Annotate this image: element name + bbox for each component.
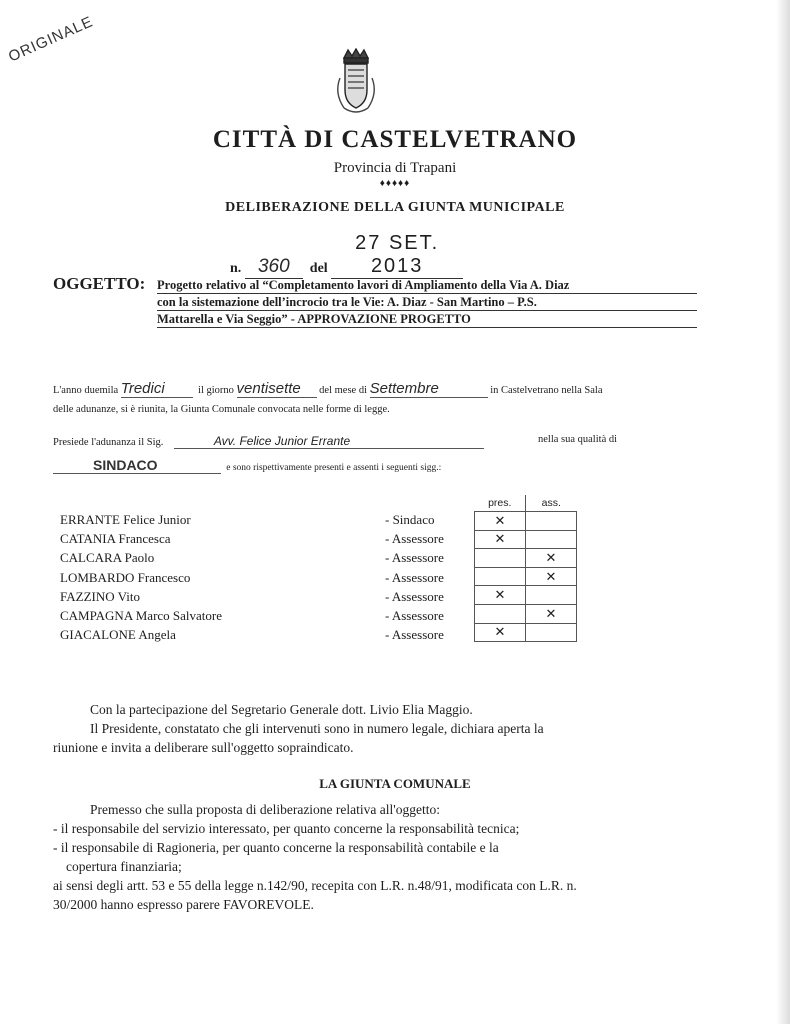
session-line-1	[53, 380, 603, 398]
member-row	[60, 588, 444, 605]
day-handwritten: ventisette	[237, 380, 317, 398]
city-crest-icon	[330, 48, 382, 118]
attendance-row	[475, 567, 577, 586]
check-mark-icon: ✕	[545, 549, 557, 565]
month-label: del mese di	[319, 385, 367, 396]
check-mark-icon: ✕	[494, 531, 506, 547]
absent-cell	[526, 530, 577, 549]
originale-stamp: ORIGINALE	[6, 13, 96, 66]
attendance-row	[475, 586, 577, 605]
check-mark-icon: ✕	[545, 605, 557, 621]
deliberation-number: 360	[245, 256, 303, 279]
absent-column-header: ass.	[526, 495, 577, 512]
attendance-row	[475, 549, 577, 568]
member-name: LOMBARDO Francesco	[60, 569, 191, 585]
deliberation-title: DELIBERAZIONE DELLA GIUNTA MUNICIPALE	[225, 200, 565, 215]
check-mark-icon: ✕	[545, 568, 557, 584]
member-role: - Sindaco	[385, 512, 435, 527]
absent-cell	[526, 567, 577, 586]
member-row	[60, 531, 444, 547]
present-cell	[475, 512, 526, 531]
member-name: GIACALONE Angela	[60, 627, 176, 643]
premise-paragraph: Premesso che sulla proposta di deliberazione relativa all'oggetto:	[90, 802, 440, 817]
session-line-2: delle adunanze, si è riunita, la Giunta Comunale convocata nelle forme di legge.	[53, 404, 390, 415]
present-cell	[475, 623, 526, 642]
legal-paragraph-2: 30/2000 hanno espresso parere FAVOREVOLE.	[53, 897, 314, 912]
place-text: in Castelvetrano nella Sala	[490, 385, 603, 396]
member-name: FAZZINO Vito	[60, 588, 140, 604]
year-handwritten: Tredici	[121, 380, 193, 398]
member-role: - Assessore	[385, 569, 444, 585]
member-row	[60, 512, 435, 528]
attendance-row	[475, 623, 577, 642]
member-row	[60, 608, 444, 624]
attendance-grid	[474, 495, 577, 642]
present-cell	[475, 530, 526, 549]
member-role: - Assessore	[385, 550, 444, 566]
attendance-row	[475, 530, 577, 549]
city-title: CITTÀ DI CASTELVETRANO	[212, 126, 578, 153]
quality-label: nella sua qualità di	[538, 434, 618, 445]
check-mark-icon: ✕	[494, 587, 506, 603]
member-role: - Assessore	[385, 588, 444, 604]
present-cell	[475, 586, 526, 605]
president-paragraph-1: Il Presidente, constatato che gli intervenuti sono in numero legale, dichiara aperta la	[90, 721, 544, 736]
month-handwritten: Settembre	[370, 380, 488, 398]
role-line	[53, 457, 441, 474]
present-column-header: pres.	[475, 495, 526, 512]
member-row	[60, 627, 444, 643]
presides-line	[53, 434, 484, 449]
member-role: - Assessore	[385, 627, 444, 643]
subject-label: OGGETTO:	[53, 274, 146, 293]
secretary-paragraph: Con la partecipazione del Segretario Generale dott. Livio Elia Maggio.	[90, 702, 473, 717]
member-row	[60, 550, 444, 566]
bullet-technical: - il responsabile del servizio interessato, per quanto concerne la responsabilità tecnica;	[53, 821, 520, 836]
present-cell	[475, 549, 526, 568]
president-paragraph-2: riunione e invita a deliberare sull'oggetto sopraindicato.	[53, 740, 354, 755]
number-label: n.	[230, 261, 242, 276]
absent-cell	[526, 586, 577, 605]
check-mark-icon: ✕	[494, 512, 506, 528]
member-name: ERRANTE Felice Junior	[60, 512, 191, 527]
bullet-accounting-1: - il responsabile di Ragioneria, per quanto concerne la responsabilità contabile e la	[53, 840, 499, 855]
subject-line-3: Mattarella e Via Seggio” - APPROVAZIONE PROGETTO	[157, 311, 697, 328]
ornament: ♦♦♦♦♦	[379, 178, 411, 189]
province-name: Provincia di Trapani	[333, 160, 457, 176]
deliberation-number-line	[230, 232, 463, 279]
presides-name: Avv. Felice Junior Errante	[174, 434, 484, 449]
attendance-row	[475, 604, 577, 623]
member-row	[60, 569, 444, 586]
attendance-intro: e sono rispettivamente presenti e assenti i seguenti sigg.:	[226, 463, 442, 473]
bullet-accounting-2: copertura finanziaria;	[66, 859, 182, 874]
absent-cell	[526, 604, 577, 623]
present-cell	[475, 604, 526, 623]
member-name: CATANIA Francesca	[60, 531, 171, 547]
present-cell	[475, 567, 526, 586]
presides-label: Presiede l'adunanza il Sig.	[53, 437, 164, 448]
check-mark-icon: ✕	[494, 624, 506, 640]
year-prefix: L'anno duemila	[53, 385, 119, 396]
subject-line-1: Progetto relativo al “Completamento lavori di Ampliamento della Via A. Diaz	[157, 277, 697, 294]
attendance-row	[475, 512, 577, 531]
absent-cell	[526, 512, 577, 531]
member-name: CAMPAGNA Marco Salvatore	[60, 608, 223, 623]
absent-cell	[526, 549, 577, 568]
member-role: - Assessore	[385, 531, 444, 547]
day-label: il giorno	[198, 385, 234, 396]
legal-paragraph-1: ai sensi degli artt. 53 e 55 della legge n.142/90, recepita con L.R. n.48/91, modificata con L.R. n.	[53, 878, 577, 893]
absent-cell	[526, 623, 577, 642]
section-title: LA GIUNTA COMUNALE	[319, 776, 471, 791]
presides-role: SINDACO	[53, 457, 221, 474]
member-role: - Assessore	[385, 608, 444, 623]
member-name: CALCARA Paolo	[60, 550, 155, 566]
subject-text	[157, 277, 697, 328]
subject-line-2: con la sistemazione dell’incrocio tra le Vie: A. Diaz - San Martino – P.S.	[157, 294, 697, 311]
date-label: del	[309, 261, 328, 276]
deliberation-date: 27 SET. 2013	[331, 232, 463, 279]
